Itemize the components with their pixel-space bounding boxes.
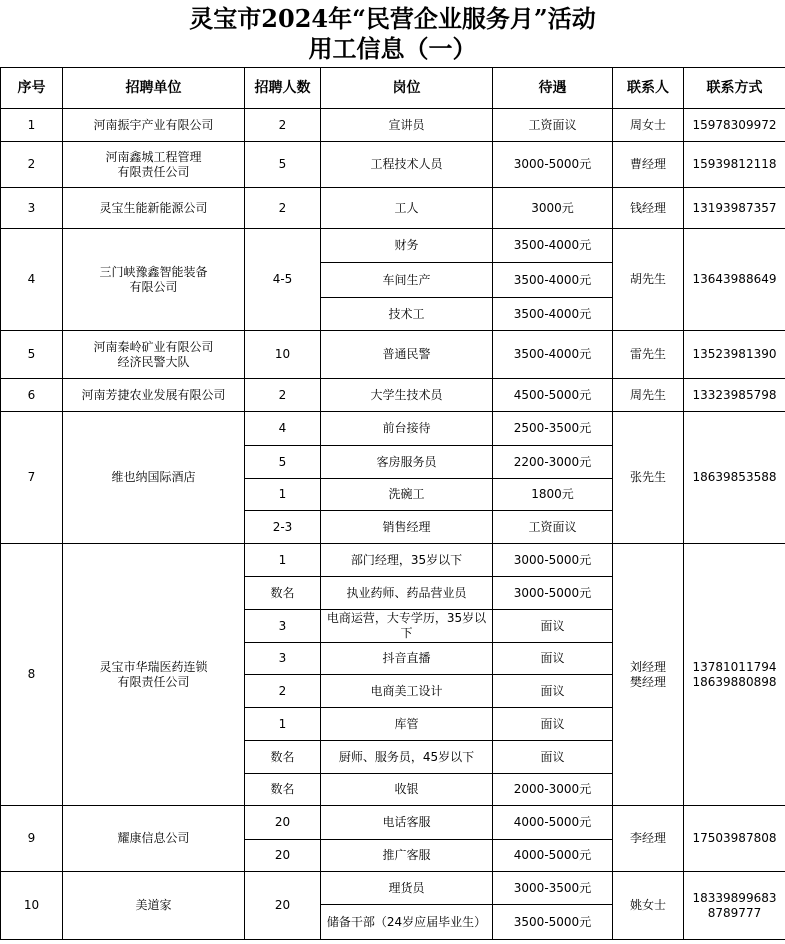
hire-count: 10 [245,331,321,379]
table-row [1,188,785,229]
row-number: 8 [1,544,63,806]
header-position: 岗位 [321,68,493,109]
contact-person: 曹经理 [613,142,684,188]
page-title: 灵宝市2024年“民营企业服务月”活动 [189,4,596,33]
job-position: 电话客服 [321,806,493,840]
contact-phone: 18639853588 [684,412,785,544]
job-pay: 2200-3000元 [493,446,613,479]
company-name: 灵宝市华瑞医药连锁 有限责任公司 [63,544,245,806]
hire-count: 数名 [245,774,321,806]
company-name: 美道家 [63,872,245,940]
hire-count: 1 [245,708,321,741]
header-contact: 联系人 [613,68,684,109]
job-position: 库管 [321,708,493,741]
company-name: 河南芳捷农业发展有限公司 [63,379,245,412]
contact-person: 张先生 [613,412,684,544]
contact-person: 周女士 [613,109,684,142]
contact-person: 周先生 [613,379,684,412]
hire-count: 2-3 [245,511,321,544]
company-name: 河南振宇产业有限公司 [63,109,245,142]
company-name: 灵宝生能新能源公司 [63,188,245,229]
row-number: 9 [1,806,63,872]
job-position: 储备干部（24岁应届毕业生） [321,905,493,940]
table-row [1,806,785,840]
job-position: 技术工 [321,298,493,331]
job-pay: 工资面议 [493,109,613,142]
job-position: 执业药师、药品营业员 [321,577,493,610]
header-no: 序号 [1,68,63,109]
contact-phone: 15939812118 [684,142,785,188]
row-number: 2 [1,142,63,188]
hire-count: 1 [245,479,321,511]
job-position: 前台接待 [321,412,493,446]
job-position: 部门经理，35岁以下 [321,544,493,577]
job-position: 电商美工设计 [321,675,493,708]
hire-count: 4-5 [245,229,321,331]
contact-phone: 18339899683 8789777 [684,872,785,940]
job-pay: 工资面议 [493,511,613,544]
contact-phone: 15978309972 [684,109,785,142]
job-pay: 面议 [493,741,613,774]
contact-person: 姚女士 [613,872,684,940]
hire-count: 2 [245,109,321,142]
table-row [1,412,785,446]
job-position: 电商运营，大专学历，35岁以下 [321,610,493,643]
table-body [1,109,785,940]
job-pay: 3500-4000元 [493,263,613,298]
header-count: 招聘人数 [245,68,321,109]
job-position: 推广客服 [321,840,493,872]
job-pay: 3000-5000元 [493,142,613,188]
job-position: 宣讲员 [321,109,493,142]
job-position: 销售经理 [321,511,493,544]
job-pay: 4000-5000元 [493,840,613,872]
row-number: 10 [1,872,63,940]
contact-person: 胡先生 [613,229,684,331]
job-position: 财务 [321,229,493,263]
job-pay: 面议 [493,675,613,708]
job-pay: 3000-5000元 [493,577,613,610]
row-number: 7 [1,412,63,544]
job-pay: 3000-3500元 [493,872,613,905]
table-row [1,331,785,379]
job-pay: 面议 [493,610,613,643]
job-pay: 2500-3500元 [493,412,613,446]
header-pay: 待遇 [493,68,613,109]
hire-count: 数名 [245,577,321,610]
job-position: 客房服务员 [321,446,493,479]
hire-count: 5 [245,446,321,479]
hire-count: 2 [245,188,321,229]
table-row [1,544,785,577]
contact-person: 雷先生 [613,331,684,379]
job-pay: 2000-3000元 [493,774,613,806]
recruitment-table [0,67,785,940]
job-position: 理货员 [321,872,493,905]
table-row [1,109,785,142]
row-number: 4 [1,229,63,331]
job-pay: 3000-5000元 [493,544,613,577]
hire-count: 4 [245,412,321,446]
row-number: 3 [1,188,63,229]
job-position: 收银 [321,774,493,806]
company-name: 耀康信息公司 [63,806,245,872]
job-position: 车间生产 [321,263,493,298]
company-name: 河南秦岭矿业有限公司 经济民警大队 [63,331,245,379]
hire-count: 3 [245,610,321,643]
job-pay: 4000-5000元 [493,806,613,840]
job-pay: 3500-5000元 [493,905,613,940]
contact-phone: 17503987808 [684,806,785,872]
hire-count: 3 [245,643,321,675]
hire-count: 数名 [245,741,321,774]
job-pay: 面议 [493,708,613,741]
hire-count: 2 [245,379,321,412]
contact-person: 钱经理 [613,188,684,229]
job-position: 普通民警 [321,331,493,379]
job-position: 抖音直播 [321,643,493,675]
table-row [1,229,785,263]
company-name: 河南鑫城工程管理 有限责任公司 [63,142,245,188]
table-row [1,379,785,412]
contact-phone: 13643988649 [684,229,785,331]
table-header-row [1,68,785,109]
row-number: 5 [1,331,63,379]
job-pay: 3000元 [493,188,613,229]
row-number: 1 [1,109,63,142]
header-phone: 联系方式 [684,68,785,109]
job-pay: 3500-4000元 [493,298,613,331]
contact-person: 李经理 [613,806,684,872]
hire-count: 20 [245,806,321,840]
job-position: 厨师、服务员，45岁以下 [321,741,493,774]
contact-phone: 13193987357 [684,188,785,229]
contact-phone: 13781011794 18639880898 [684,544,785,806]
job-pay: 3500-4000元 [493,331,613,379]
header-company: 招聘单位 [63,68,245,109]
job-position: 工程技术人员 [321,142,493,188]
job-pay: 1800元 [493,479,613,511]
job-pay: 面议 [493,643,613,675]
job-position: 洗碗工 [321,479,493,511]
contact-phone: 13323985798 [684,379,785,412]
hire-count: 5 [245,142,321,188]
hire-count: 20 [245,872,321,940]
hire-count: 2 [245,675,321,708]
page-subtitle: 用工信息（一） [308,34,477,63]
table-row [1,142,785,188]
company-name: 维也纳国际酒店 [63,412,245,544]
row-number: 6 [1,379,63,412]
job-position: 工人 [321,188,493,229]
table-row [1,872,785,905]
contact-person: 刘经理 樊经理 [613,544,684,806]
hire-count: 1 [245,544,321,577]
job-pay: 3500-4000元 [493,229,613,263]
contact-phone: 13523981390 [684,331,785,379]
job-pay: 4500-5000元 [493,379,613,412]
company-name: 三门峡豫鑫智能装备 有限公司 [63,229,245,331]
hire-count: 20 [245,840,321,872]
job-position: 大学生技术员 [321,379,493,412]
